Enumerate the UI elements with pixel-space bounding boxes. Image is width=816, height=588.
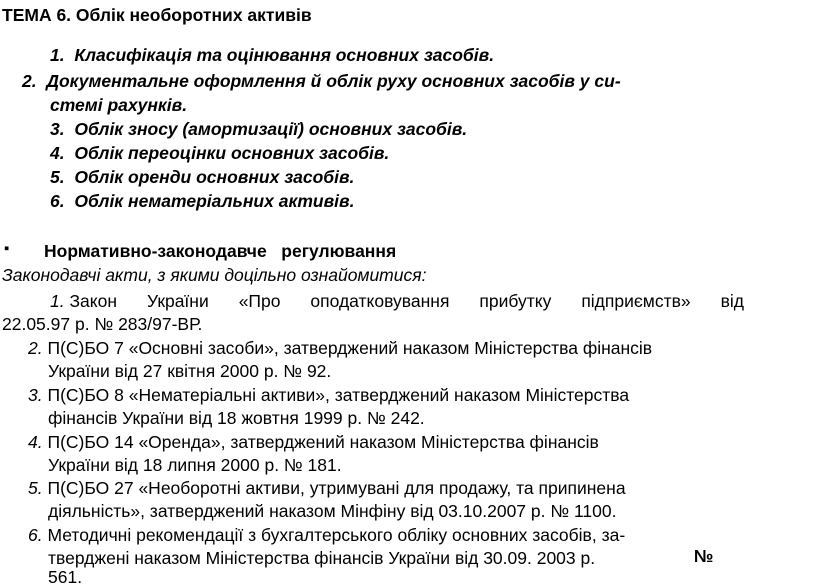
topic-text: Облік оренди основних засобів. <box>74 167 355 187</box>
act-continuation: 561. <box>48 567 83 587</box>
section-heading: Нормативно-законодавче регулювання <box>44 241 397 261</box>
act-word: «Про <box>238 291 281 311</box>
topic-item <box>22 70 621 92</box>
act-number: 5. <box>28 478 43 498</box>
topic-number: 4. <box>50 143 65 163</box>
act-item <box>50 290 744 312</box>
square-bullet-icon: ▪ <box>4 240 10 257</box>
topic-number: 5. <box>50 167 65 187</box>
act-continuation: України від 27 квітня 2000 р. № 92. <box>48 361 332 381</box>
act-text: П(С)БО 27 «Необоротні активи, утримувані для продажу, та припинена <box>47 478 626 498</box>
topic-number: 2. <box>22 71 37 91</box>
act-number-sign: № <box>694 546 714 566</box>
act-continuation: діяльність», затверджений наказом Мінфіну від 03.10.2007 р. № 1100. <box>48 501 617 521</box>
act-item <box>28 337 652 359</box>
act-number: 3. <box>28 385 43 405</box>
act-text: Методичні рекомендації з бухгалтерського обліку основних засобів, за- <box>47 525 626 545</box>
act-item <box>28 431 599 453</box>
act-text: П(С)БО 7 «Основні засоби», затверджений наказом Міністерства фінансів <box>47 338 653 358</box>
act-number: 2. <box>28 338 43 358</box>
act-continuation: України від 18 липня 2000 р. № 181. <box>48 455 342 475</box>
topic-item <box>50 190 354 212</box>
act-item <box>28 384 629 406</box>
act-word: України <box>146 291 209 311</box>
act-text: П(С)БО 8 «Нематеріальні активи», затверджений наказом Міністерства <box>47 385 630 405</box>
topic-item <box>50 118 467 140</box>
act-continuation: тверджені наказом Міністерства фінансів України від 30.09. 2003 р. <box>48 548 596 568</box>
topic-number: 3. <box>50 119 65 139</box>
act-word: оподатковування <box>310 291 450 311</box>
section-intro: Законодавчі акти, з якими доцільно ознайомитися: <box>2 265 427 285</box>
topic-text: Класифікація та оцінювання основних засобів. <box>74 45 495 65</box>
act-item <box>28 524 625 546</box>
act-item <box>28 477 626 499</box>
topic-text: Облік зносу (амортизації) основних засобів. <box>74 119 468 139</box>
act-word: Закон <box>69 291 118 311</box>
topic-number: 1. <box>50 45 65 65</box>
act-number: 6. <box>28 525 43 545</box>
act-word: прибутку <box>479 291 552 311</box>
act-word: підприємств» <box>581 291 691 311</box>
act-text: П(С)БО 14 «Оренда», затверджений наказом Міністерства фінансів <box>47 432 599 452</box>
page-title: ТЕМА 6. Облік необоротних активів <box>2 5 312 25</box>
topic-item <box>50 44 494 66</box>
act-word: від <box>720 291 744 311</box>
topic-item <box>50 166 354 188</box>
act-number: 1. <box>50 291 65 311</box>
topic-text: Облік переоцінки основних засобів. <box>74 143 390 163</box>
act-number: 4. <box>28 432 43 452</box>
act-continuation: 22.05.97 р. № 283/97-ВР. <box>2 314 203 334</box>
topic-continuation: стемі рахунків. <box>50 95 188 115</box>
act-continuation: фінансів України від 18 жовтня 1999 р. № 242. <box>48 408 425 428</box>
topic-text: Документальне оформлення й облік руху основних засобів у си- <box>46 71 621 91</box>
topic-number: 6. <box>50 191 65 211</box>
topic-item <box>50 142 389 164</box>
topic-text: Облік нематеріальних активів. <box>74 191 355 211</box>
